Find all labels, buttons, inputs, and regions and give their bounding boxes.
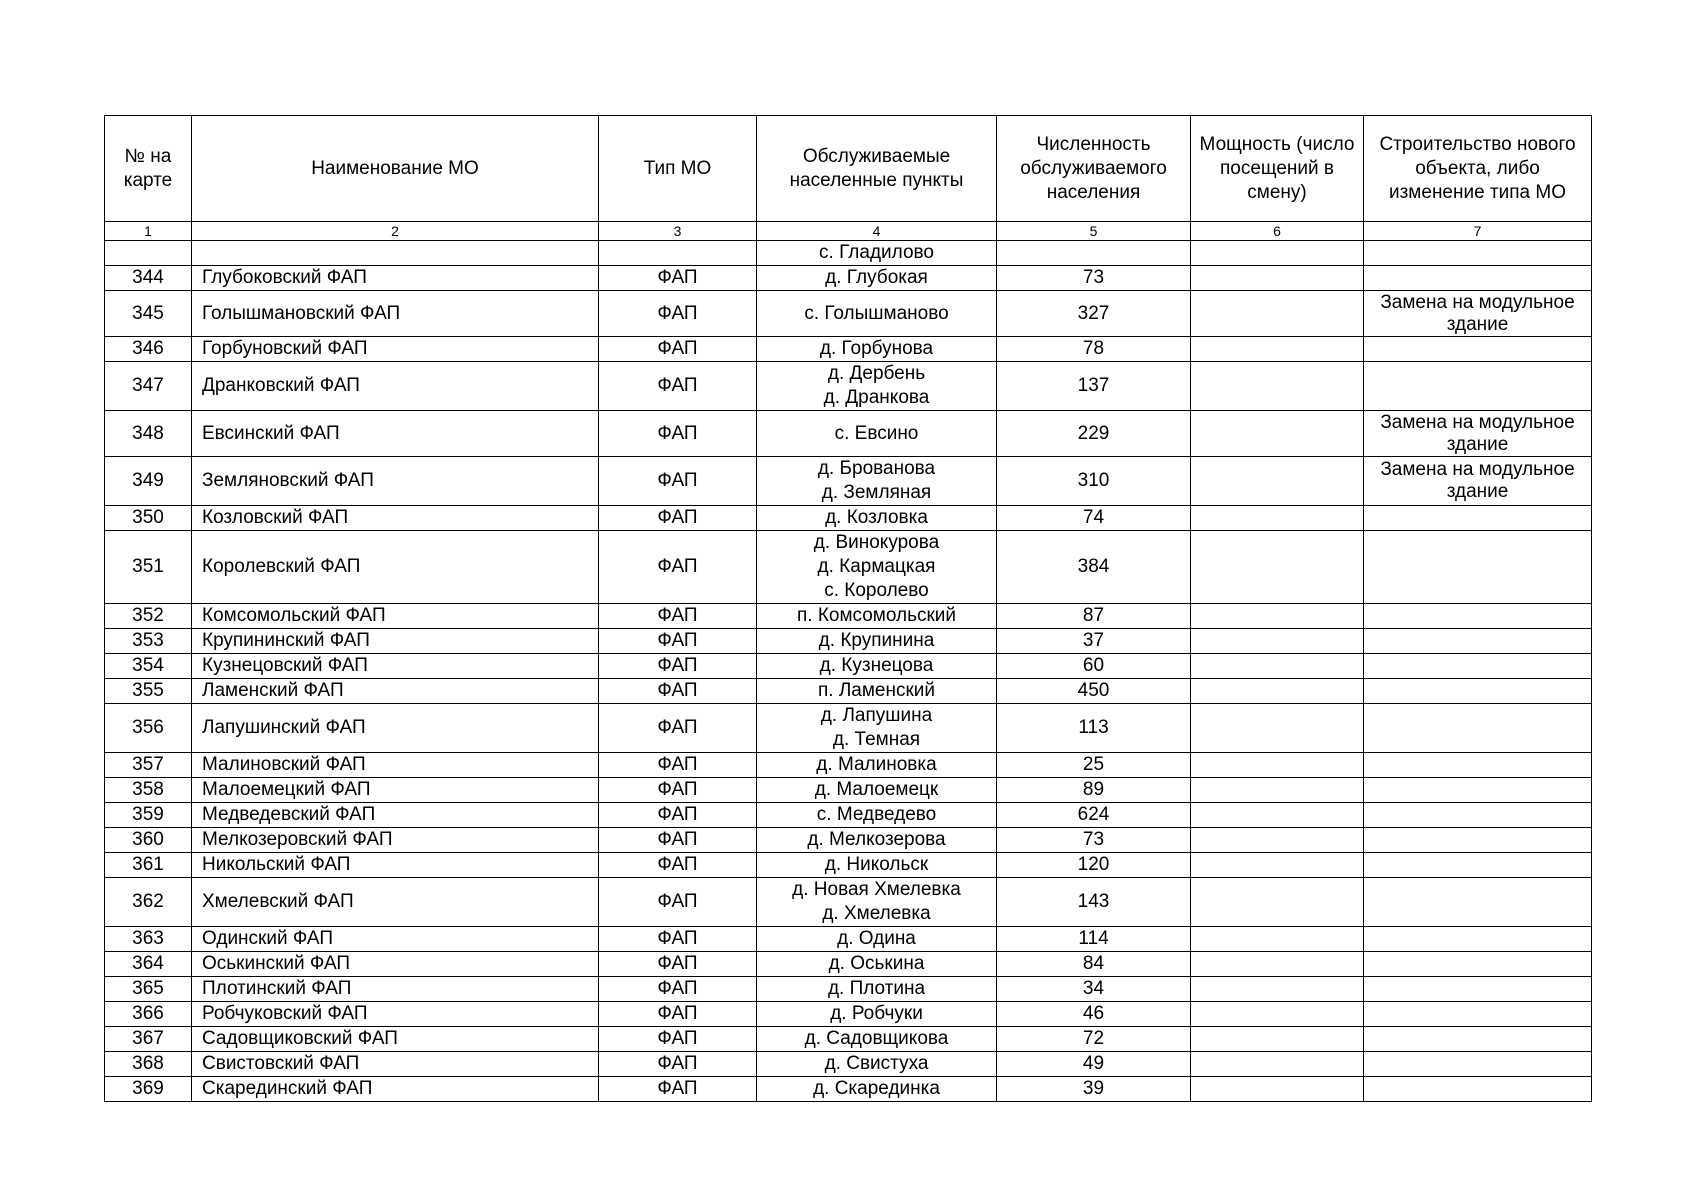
settlement-name: д. Винокурова [813, 532, 940, 553]
population-cell: 84 [997, 952, 1191, 977]
mo-type-cell: ФАП [599, 362, 757, 411]
table-row [105, 753, 1592, 778]
served-settlements-cell [757, 457, 997, 506]
table-row [105, 362, 1592, 411]
map-number-cell: 353 [105, 629, 192, 654]
population-cell: 624 [997, 803, 1191, 828]
construction-note-cell [1364, 337, 1592, 362]
settlement-name: с. Евсино [834, 422, 919, 444]
mo-type-cell: ФАП [599, 778, 757, 803]
continuation-row [105, 241, 1592, 266]
population-cell: 89 [997, 778, 1191, 803]
construction-note-cell [1364, 878, 1592, 927]
capacity-cell [1191, 679, 1364, 704]
mo-type-cell: ФАП [599, 1052, 757, 1077]
settlement-name: с. Голышманово [804, 302, 949, 324]
population-cell: 310 [997, 457, 1191, 506]
mo-name-cell: Малоемецкий ФАП [192, 778, 599, 803]
mo-name-cell: Комсомольский ФАП [192, 604, 599, 629]
served-settlements-cell [757, 1027, 997, 1052]
capacity-cell [1191, 704, 1364, 753]
served-settlements-cell [757, 1077, 997, 1102]
population-cell: 78 [997, 337, 1191, 362]
population-cell: 49 [997, 1052, 1191, 1077]
served-settlements-cell [757, 291, 997, 337]
mo-type-cell: ФАП [599, 291, 757, 337]
map-number-cell: 347 [105, 362, 192, 411]
population-cell: 450 [997, 679, 1191, 704]
population-cell: 74 [997, 506, 1191, 531]
column-number: 6 [1191, 222, 1364, 241]
map-number-cell: 362 [105, 878, 192, 927]
mo-name-cell: Садовщиковский ФАП [192, 1027, 599, 1052]
served-settlements-cell [757, 753, 997, 778]
map-number-cell: 359 [105, 803, 192, 828]
served-settlements-cell [757, 977, 997, 1002]
capacity-cell [1191, 654, 1364, 679]
capacity-cell [1191, 1027, 1364, 1052]
mo-type-cell: ФАП [599, 604, 757, 629]
map-number-cell: 348 [105, 411, 192, 457]
mo-name-cell: Горбуновский ФАП [192, 337, 599, 362]
mo-name-cell: Одинский ФАП [192, 927, 599, 952]
header-population: Численность обслуживаемого населения [997, 116, 1191, 222]
medical-facilities-table [104, 115, 1592, 1102]
settlement-name: д. Плотина [827, 978, 926, 999]
settlement-name: д. Одина [837, 928, 916, 949]
served-settlements-cell [757, 828, 997, 853]
settlement-name: п. Ламенский [817, 680, 936, 701]
settlement-name: д. Никольск [824, 854, 929, 875]
map-number-cell: 345 [105, 291, 192, 337]
table-row [105, 828, 1592, 853]
construction-note-cell [1364, 753, 1592, 778]
capacity-cell [1191, 952, 1364, 977]
population-cell: 25 [997, 753, 1191, 778]
mo-type-cell: ФАП [599, 753, 757, 778]
column-number: 3 [599, 222, 757, 241]
capacity-cell [1191, 337, 1364, 362]
settlement-name: д. Дранкова [823, 387, 930, 408]
capacity-cell [1191, 753, 1364, 778]
construction-note-cell [1364, 506, 1592, 531]
table-row [105, 1077, 1592, 1102]
map-number-cell: 356 [105, 704, 192, 753]
table-row [105, 1002, 1592, 1027]
served-settlements-cell [757, 778, 997, 803]
column-number: 2 [192, 222, 599, 241]
construction-note-cell [1364, 531, 1592, 604]
mo-name-cell: Дранковский ФАП [192, 362, 599, 411]
mo-name-cell: Земляновский ФАП [192, 457, 599, 506]
capacity-cell [1191, 1002, 1364, 1027]
capacity-cell [1191, 604, 1364, 629]
table-row [105, 704, 1592, 753]
mo-name-cell: Скарединский ФАП [192, 1077, 599, 1102]
served-settlements-cell [757, 506, 997, 531]
construction-note-cell [1364, 457, 1592, 506]
mo-type-cell: ФАП [599, 878, 757, 927]
capacity-cell [1191, 506, 1364, 531]
column-number-row [105, 222, 1592, 241]
construction-note-cell [1364, 803, 1592, 828]
mo-type-cell: ФАП [599, 1027, 757, 1052]
population-cell: 120 [997, 853, 1191, 878]
capacity-cell [1191, 977, 1364, 1002]
population-cell: 39 [997, 1077, 1191, 1102]
settlement-name: д. Глубокая [825, 267, 928, 288]
capacity-cell [1191, 1077, 1364, 1102]
served-settlements-cell [757, 241, 997, 266]
mo-name-cell: Кузнецовский ФАП [192, 654, 599, 679]
map-number-cell: 349 [105, 457, 192, 506]
mo-name-cell: Плотинский ФАП [192, 977, 599, 1002]
column-number: 1 [105, 222, 192, 241]
header-served-settlements: Обслуживаемые населенные пункты [757, 116, 997, 222]
mo-type-cell: ФАП [599, 952, 757, 977]
served-settlements-cell [757, 266, 997, 291]
settlement-name: д. Садовщикова [804, 1028, 949, 1049]
construction-note-cell [1364, 1052, 1592, 1077]
table-row [105, 927, 1592, 952]
mo-name-cell: Королевский ФАП [192, 531, 599, 604]
population-cell: 384 [997, 531, 1191, 604]
capacity-cell [1191, 362, 1364, 411]
table-row [105, 629, 1592, 654]
mo-type-cell: ФАП [599, 853, 757, 878]
capacity-cell [1191, 629, 1364, 654]
served-settlements-cell [757, 604, 997, 629]
construction-note-cell [1364, 291, 1592, 337]
construction-note-cell [1364, 266, 1592, 291]
settlement-name: д. Скарединка [813, 1078, 940, 1099]
served-settlements-cell [757, 337, 997, 362]
mo-type-cell: ФАП [599, 927, 757, 952]
construction-note-cell [1364, 679, 1592, 704]
map-number-cell: 354 [105, 654, 192, 679]
mo-type-cell: ФАП [599, 457, 757, 506]
mo-name-cell: Медведевский ФАП [192, 803, 599, 828]
construction-note: Замена на модульное здание [1380, 459, 1575, 502]
mo-type-cell: ФАП [599, 803, 757, 828]
map-number-cell: 344 [105, 266, 192, 291]
header-mo-type: Тип МО [599, 116, 757, 222]
table-row [105, 531, 1592, 604]
served-settlements-cell [757, 629, 997, 654]
population-cell: 137 [997, 362, 1191, 411]
capacity-cell [1191, 803, 1364, 828]
column-number: 5 [997, 222, 1191, 241]
settlement-name: д. Новая Хмелевка [792, 879, 961, 900]
capacity-cell [1191, 878, 1364, 927]
mo-name-cell: Никольский ФАП [192, 853, 599, 878]
mo-type-cell: ФАП [599, 266, 757, 291]
table-row [105, 1027, 1592, 1052]
capacity-cell [1191, 1052, 1364, 1077]
settlement-name: д. Кузнецова [819, 655, 934, 676]
construction-note-cell [1364, 654, 1592, 679]
mo-type-cell: ФАП [599, 1002, 757, 1027]
table-row [105, 679, 1592, 704]
settlement-name: д. Горбунова [819, 338, 934, 359]
served-settlements-cell [757, 1002, 997, 1027]
settlement-name: с. Медведево [816, 804, 937, 825]
construction-note-cell [1364, 604, 1592, 629]
mo-name-cell [192, 241, 599, 266]
mo-type-cell: ФАП [599, 506, 757, 531]
population-cell [997, 241, 1191, 266]
settlement-name: с. Королево [824, 580, 929, 601]
population-cell: 229 [997, 411, 1191, 457]
population-cell: 34 [997, 977, 1191, 1002]
population-cell: 73 [997, 828, 1191, 853]
column-number: 4 [757, 222, 997, 241]
settlement-name: д. Свистуха [824, 1053, 929, 1074]
table-row [105, 1052, 1592, 1077]
construction-note-cell [1364, 1002, 1592, 1027]
mo-name-cell: Хмелевский ФАП [192, 878, 599, 927]
construction-note: Замена на модульное здание [1380, 291, 1575, 335]
table-row [105, 457, 1592, 506]
mo-name-cell: Малиновский ФАП [192, 753, 599, 778]
mo-type-cell: ФАП [599, 629, 757, 654]
table-row [105, 654, 1592, 679]
mo-name-cell: Робчуковский ФАП [192, 1002, 599, 1027]
map-number-cell: 364 [105, 952, 192, 977]
mo-name-cell: Лапушинский ФАП [192, 704, 599, 753]
construction-note-cell [1364, 778, 1592, 803]
construction-note-cell [1364, 241, 1592, 266]
settlement-name: д. Малоемецк [814, 779, 939, 800]
settlement-name: д. Малиновка [816, 754, 937, 775]
header-construction: Строительство нового объекта, либо изменение типа МО [1364, 116, 1592, 222]
map-number-cell: 358 [105, 778, 192, 803]
settlement-name: д. Мелкозерова [807, 829, 946, 850]
served-settlements-cell [757, 1052, 997, 1077]
served-settlements-cell [757, 679, 997, 704]
mo-type-cell: ФАП [599, 531, 757, 604]
mo-type-cell: ФАП [599, 654, 757, 679]
settlement-name: д. Дербень [827, 363, 926, 384]
map-number-cell: 365 [105, 977, 192, 1002]
served-settlements-cell [757, 803, 997, 828]
table-body [105, 241, 1592, 1102]
construction-note-cell [1364, 1077, 1592, 1102]
capacity-cell [1191, 411, 1364, 457]
table-row [105, 878, 1592, 927]
map-number-cell: 363 [105, 927, 192, 952]
construction-note-cell [1364, 1027, 1592, 1052]
settlement-name: д. Брованова [817, 458, 936, 479]
map-number-cell: 367 [105, 1027, 192, 1052]
construction-note-cell [1364, 411, 1592, 457]
mo-name-cell: Крупининский ФАП [192, 629, 599, 654]
map-number-cell: 369 [105, 1077, 192, 1102]
settlement-name: д. Хмелевка [822, 903, 931, 924]
settlement-name: д. Лапушина [820, 705, 933, 726]
construction-note-cell [1364, 704, 1592, 753]
map-number-cell [105, 241, 192, 266]
served-settlements-cell [757, 853, 997, 878]
capacity-cell [1191, 266, 1364, 291]
table-row [105, 291, 1592, 337]
table-row [105, 803, 1592, 828]
mo-type-cell: ФАП [599, 411, 757, 457]
settlement-name: д. Оськина [828, 953, 925, 974]
capacity-cell [1191, 828, 1364, 853]
capacity-cell [1191, 853, 1364, 878]
population-cell: 113 [997, 704, 1191, 753]
construction-note-cell [1364, 927, 1592, 952]
mo-type-cell: ФАП [599, 828, 757, 853]
construction-note-cell [1364, 629, 1592, 654]
capacity-cell [1191, 241, 1364, 266]
settlement-name: д. Земляная [821, 482, 932, 503]
construction-note-cell [1364, 853, 1592, 878]
served-settlements-cell [757, 411, 997, 457]
construction-note-cell [1364, 977, 1592, 1002]
table-row [105, 952, 1592, 977]
header-map-number: № на карте [105, 116, 192, 222]
capacity-cell [1191, 778, 1364, 803]
column-number: 7 [1364, 222, 1592, 241]
capacity-cell [1191, 291, 1364, 337]
header-row [105, 116, 1592, 222]
served-settlements-cell [757, 927, 997, 952]
mo-name-cell: Голышмановский ФАП [192, 291, 599, 337]
table-row [105, 604, 1592, 629]
table-row [105, 853, 1592, 878]
table-row [105, 337, 1592, 362]
header-capacity: Мощность (число посещений в смену) [1191, 116, 1364, 222]
settlement-name: д. Кармацкая [817, 556, 936, 577]
settlement-name: д. Крупинина [818, 630, 935, 651]
population-cell: 73 [997, 266, 1191, 291]
capacity-cell [1191, 927, 1364, 952]
table-row [105, 506, 1592, 531]
served-settlements-cell [757, 654, 997, 679]
mo-name-cell: Свистовский ФАП [192, 1052, 599, 1077]
mo-name-cell: Оськинский ФАП [192, 952, 599, 977]
header-mo-name: Наименование МО [192, 116, 599, 222]
map-number-cell: 355 [105, 679, 192, 704]
settlement-name: д. Козловка [825, 507, 928, 528]
mo-name-cell: Ламенский ФАП [192, 679, 599, 704]
mo-type-cell: ФАП [599, 337, 757, 362]
settlement-name: с. Гладилово [819, 242, 934, 263]
mo-type-cell: ФАП [599, 679, 757, 704]
mo-type-cell: ФАП [599, 704, 757, 753]
mo-name-cell: Евсинский ФАП [192, 411, 599, 457]
served-settlements-cell [757, 952, 997, 977]
table-row [105, 266, 1592, 291]
mo-type-cell: ФАП [599, 1077, 757, 1102]
served-settlements-cell [757, 704, 997, 753]
served-settlements-cell [757, 362, 997, 411]
map-number-cell: 360 [105, 828, 192, 853]
population-cell: 87 [997, 604, 1191, 629]
settlement-name: д. Темная [832, 729, 921, 750]
table-row [105, 977, 1592, 1002]
mo-name-cell: Козловский ФАП [192, 506, 599, 531]
population-cell: 143 [997, 878, 1191, 927]
table-row [105, 411, 1592, 457]
settlement-name: п. Комсомольский [796, 605, 957, 626]
mo-type-cell [599, 241, 757, 266]
population-cell: 37 [997, 629, 1191, 654]
served-settlements-cell [757, 878, 997, 927]
mo-name-cell: Мелкозеровский ФАП [192, 828, 599, 853]
population-cell: 46 [997, 1002, 1191, 1027]
map-number-cell: 361 [105, 853, 192, 878]
map-number-cell: 351 [105, 531, 192, 604]
population-cell: 327 [997, 291, 1191, 337]
population-cell: 114 [997, 927, 1191, 952]
mo-name-cell: Глубоковский ФАП [192, 266, 599, 291]
table-row [105, 778, 1592, 803]
construction-note-cell [1364, 828, 1592, 853]
map-number-cell: 350 [105, 506, 192, 531]
population-cell: 60 [997, 654, 1191, 679]
settlement-name: д. Робчуки [830, 1003, 923, 1024]
capacity-cell [1191, 457, 1364, 506]
population-cell: 72 [997, 1027, 1191, 1052]
construction-note-cell [1364, 362, 1592, 411]
map-number-cell: 352 [105, 604, 192, 629]
capacity-cell [1191, 531, 1364, 604]
mo-type-cell: ФАП [599, 977, 757, 1002]
map-number-cell: 357 [105, 753, 192, 778]
served-settlements-cell [757, 531, 997, 604]
construction-note-cell [1364, 952, 1592, 977]
map-number-cell: 366 [105, 1002, 192, 1027]
map-number-cell: 346 [105, 337, 192, 362]
construction-note: Замена на модульное здание [1380, 411, 1575, 455]
map-number-cell: 368 [105, 1052, 192, 1077]
